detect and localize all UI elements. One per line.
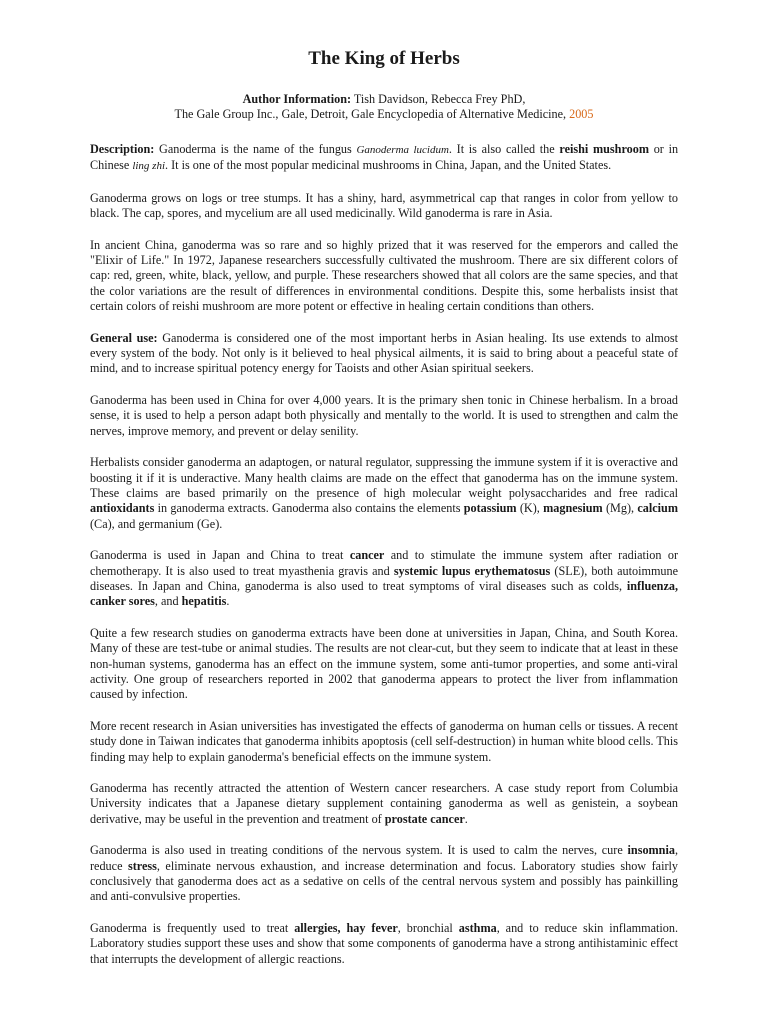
description-label: Description: [90,142,155,156]
text-run: Ganoderma is used in Japan and China to treat [90,548,344,563]
paragraph-history: In ancient China, ganoderma was so rare and so highly prized that it was reserved for the emperors and called the "Elixir of Life." In 1972, Japanese researchers successfully cultivated the mushroom. There are six different colors of cap: red, green, white, black, yellow, and purple. These researchers showed that all colors are the same species, and that the color variations are the result of differences in environmental conditions. Despite this, some herbalists insist that certain colors of reishi mushroom are more potent or effective in healing certain conditions than others. [90,237,678,314]
publication-year: 2005 [569,107,594,121]
text-run: . It is one of the most popular medicinal mushrooms in China, Japan, and the United States. [165,158,612,173]
term-calcium: calcium [637,501,678,516]
text-run: Herbalists consider ganoderma an adaptogen, or natural regulator, suppressing the immune system if it is overactive and boosting it if it is underactive. Many health claims are made on the effect that ganoderma has on the immune system. These claims are based primarily on the presence of high molecular weight polysaccharides and free radical [90,455,678,500]
term-asthma: asthma [458,920,497,935]
text-run: , eliminate nervous exhaustion, and increase determination and focus. Laboratory studies show fairly conclusively that ganoderma does act as a sedative on cells of the central nervous system and possibly has painkilling and anti-convulsive properties. [90,858,678,904]
paragraph-adaptogen [90,455,678,532]
paragraph-western-research [90,781,678,827]
term-prostate-cancer: prostate cancer [384,811,465,826]
term-hepatitis: hepatitis [181,594,227,609]
paragraph-recent-research: More recent research in Asian universities has investigated the effects of ganoderma on human cells or tissues. A recent study done in Taiwan indicates that ganoderma inhibits apoptosis (cell self-destruction) in human white blood cells. This finding may help to explain ganoderma's beneficial effects on the immune system. [90,718,678,764]
text-run: , and to reduce skin inflammation. Laboratory studies support these uses and show that some components of ganoderma have a strong antihistaminic effect that interrupts the development of allergic reactions. [90,920,679,966]
text-run: (K), [519,501,540,516]
term-insomnia: insomnia [627,843,675,858]
text-run: , bronchial [397,920,453,935]
paragraph-description [90,142,678,175]
author-label: Author Information: [242,92,352,106]
paragraph-nervous-system [90,843,678,905]
text-run: (Mg), [605,501,635,516]
text-run: . [464,811,468,826]
text-run: Ganoderma is considered one of the most important herbs in Asian healing. Its use extends to almost every system of the body. Not only is it believed to heal physical ailments, it is said to bring about a peaceful state of mind, and to increase spiritual potency energy for Taoists and other Asian spiritual seekers. [90,330,678,376]
author-information [90,92,678,122]
text-run: Ganoderma is the name of the fungus [159,142,352,156]
term-sle: systemic lupus erythematosus [393,563,551,578]
text-run: Ganoderma has recently attracted the attention of Western cancer researchers. A case study report from Columbia University indicates that a Japanese dietary supplement containing ganoderma as well as genistein, a soybean derivative, may be useful in the prevention and treatment of [90,781,678,826]
text-run: , reduce [90,843,678,873]
paragraph-growth: Ganoderma grows on logs or tree stumps. It has a shiny, hard, asymmetrical cap that ranges in color from yellow to black. The cap, spores, and mycelium are all used medicinally. Wild ganoderma is rare in Asia. [90,190,678,221]
text-run: . [226,594,230,609]
term-stress: stress [127,858,157,873]
species-name: Ganoderma lucidum [356,144,449,156]
term-cancer: cancer [349,548,385,563]
text-run: in ganoderma extracts. Ganoderma also contains the elements [157,501,461,516]
text-run: (SLE), both autoimmune diseases. In Japan and China, ganoderma is also used to treat symptoms of viral diseases such as colds, [90,563,679,593]
document-title: The King of Herbs [308,48,460,69]
publisher-text: The Gale Group Inc., Gale, Detroit, Gale Encyclopedia of Alternative Medicine, [174,107,567,121]
paragraph-research: Quite a few research studies on ganoderma extracts have been done at universities in Japan, China, and South Korea. Many of these are test-tube or animal studies. The results are not clear-cut, but they seem to indicate that at least in these non-human systems, ganoderma has an effect on the immune system, some anti-tumor properties, and some anti-viral activity. One group of researchers reported in 2002 that ganoderma appears to protect the liver from inflammation caused by infection. [90,625,678,702]
term-allergies: allergies, hay fever [294,920,398,935]
term-reishi: reishi mushroom [559,142,649,156]
general-use-label: General use: [90,330,158,345]
text-run: . It is also called the [448,142,555,156]
paragraph-treatments [90,548,678,610]
text-run: , and [154,594,179,609]
term-influenza: influenza, canker sores [90,578,678,609]
text-run: or in Chinese [90,142,679,173]
text-run: (Ca), and germanium (Ge). [90,516,223,531]
term-magnesium: magnesium [543,501,603,516]
term-potassium: potassium [463,501,517,516]
paragraph-general-use [90,331,678,377]
paragraph-shen-tonic: Ganoderma has been used in China for over 4,000 years. It is the primary shen tonic in Chinese herbalism. In a broad sense, it is used to help a person adapt both physically and mentally to the world. It is used to strengthen and calm the nerves, improve memory, and prevent or delay senility. [90,392,678,438]
term-antioxidants: antioxidants [90,501,155,516]
text-run: Ganoderma is frequently used to treat [90,920,289,935]
paragraph-allergies [90,921,678,967]
text-run: Ganoderma is also used in treating conditions of the nervous system. It is used to calm the nerves, cure [90,843,623,858]
author-names: Tish Davidson, Rebecca Frey PhD, [353,92,526,106]
text-run: and to stimulate the immune system after radiation or chemotherapy. It is also used to treat myasthenia gravis and [90,548,679,578]
term-ling-zhi: ling zhi [132,160,166,173]
